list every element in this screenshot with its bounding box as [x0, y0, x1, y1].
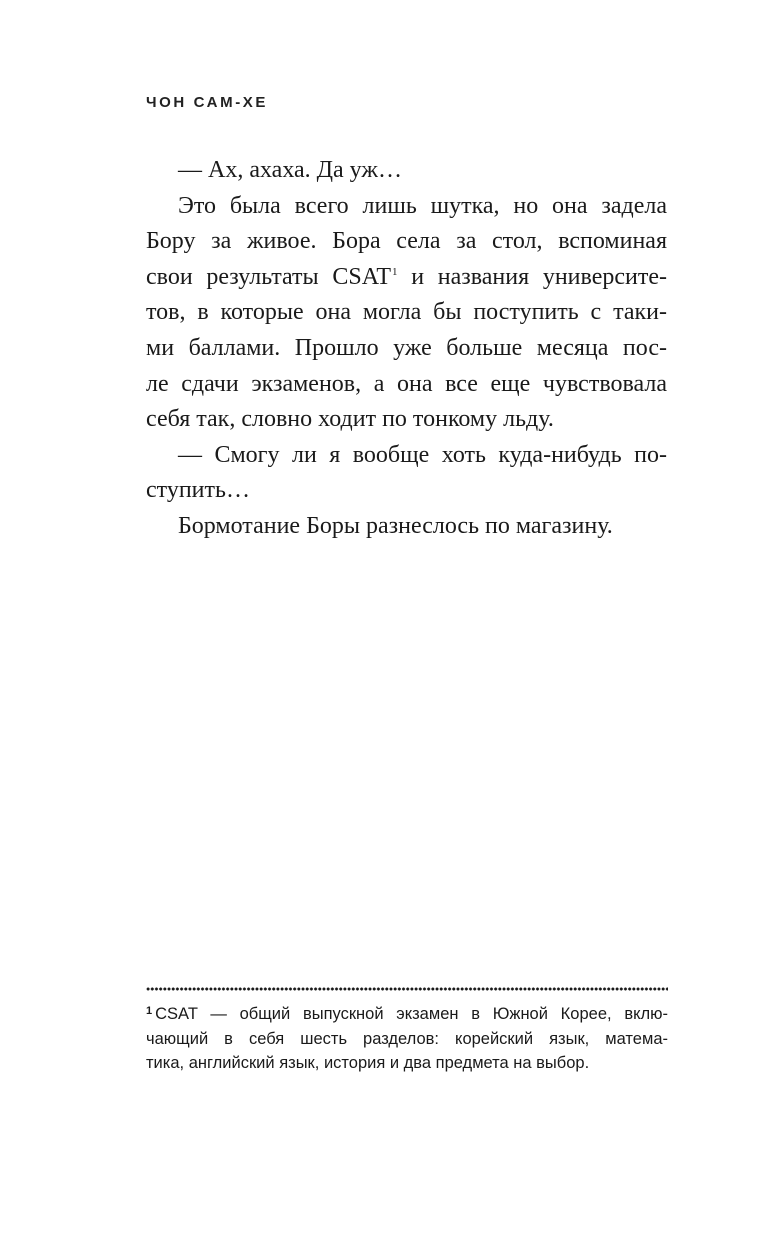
footnote-line: тика, английский язык, история и два предмета на выбор.: [146, 1054, 590, 1072]
text-line: ми баллами. Прошло уже больше месяца пос-: [146, 334, 667, 361]
text-segment: и названия университе-: [397, 263, 668, 290]
text-line: себя так, словно ходит по тонкому льду.: [146, 406, 554, 433]
footnote: [146, 1002, 668, 1076]
running-header: ЧОН САМ-ХЕ: [146, 94, 268, 111]
text-line: тов, в которые она могла бы поступить с таки-: [146, 299, 667, 326]
text-line-with-footnote-ref: [146, 260, 667, 296]
body-text: [146, 153, 667, 545]
footnote-line: чающий в себя шесть разделов: корейский язык, матема-: [146, 1029, 668, 1048]
text-segment: свои результаты CSAT: [146, 263, 392, 290]
footnote-separator: [146, 987, 668, 991]
footnote-text: CSAT — общий выпускной экзамен в Южной Корее, вклю-: [155, 1005, 668, 1023]
text-line: — Ах, ахаха. Да уж…: [178, 157, 402, 183]
text-line: Это была всего лишь шутка, но она задела: [178, 192, 667, 219]
footnote-reference[interactable]: 1: [392, 265, 398, 278]
text-line: Бормотание Боры разнеслось по магазину.: [178, 512, 613, 539]
text-line: Бору за живое. Бора села за стол, вспоминая: [146, 228, 667, 255]
text-line: ступить…: [146, 477, 250, 504]
text-line: — Смогу ли я вообще хоть куда-нибудь по-: [178, 441, 667, 468]
footnote-number: 1: [146, 1005, 153, 1017]
text-line: ле сдачи экзаменов, а она все еще чувствовала: [146, 370, 667, 397]
footnote-line: [146, 1002, 668, 1027]
